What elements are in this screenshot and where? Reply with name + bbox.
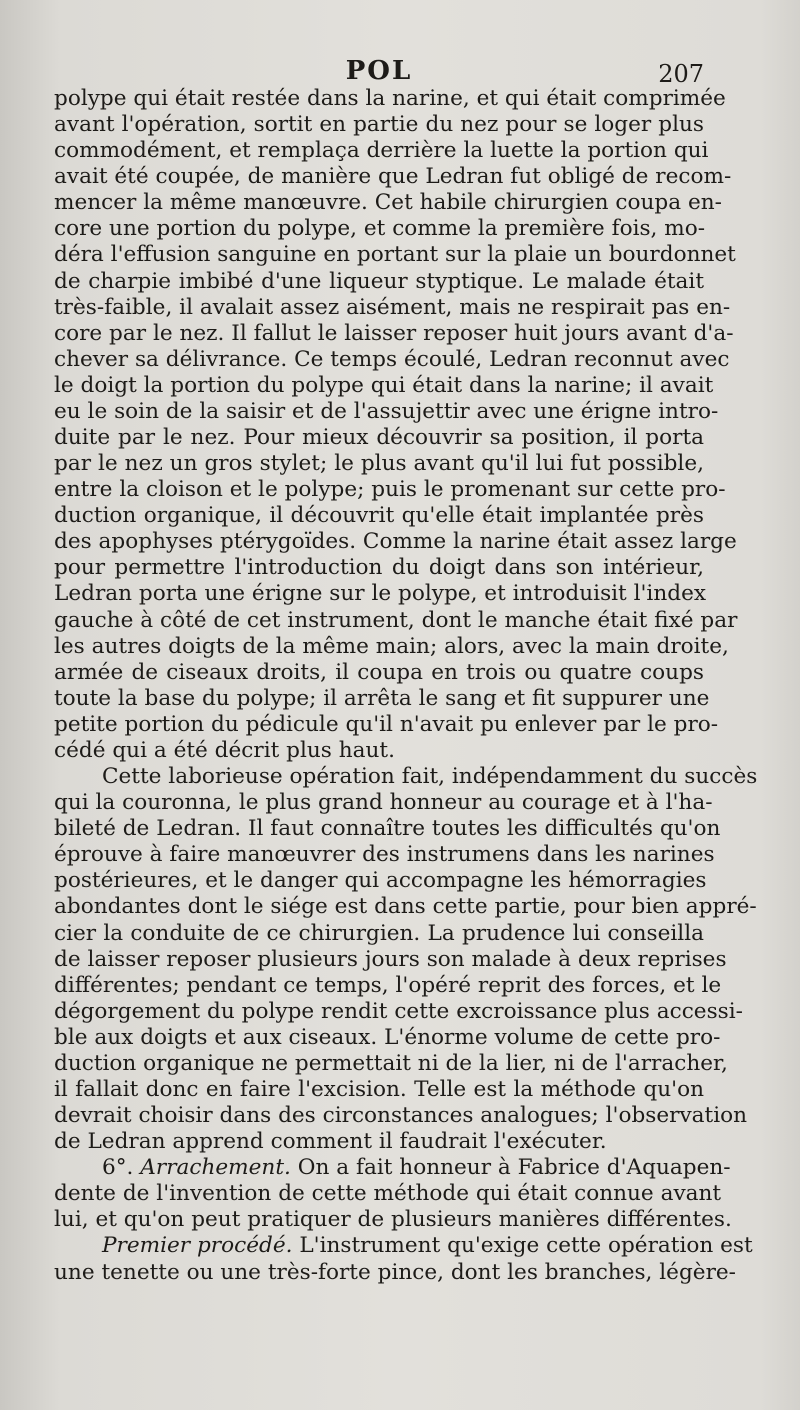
text-line: de charpie imbibé d'une liqueur styptique. Le malade était <box>54 268 704 294</box>
text-line: de Ledran apprend comment il faudrait l'exécuter. <box>54 1129 607 1155</box>
text-line: les autres doigts de la même main; alors, avec la main droite, <box>54 633 729 659</box>
text-line <box>54 1233 753 1259</box>
text-line: duite par le nez. Pour mieux découvrir sa position, il porta <box>54 425 704 451</box>
text-line: par le nez un gros stylet; le plus avant qu'il lui fut possible, <box>54 451 704 477</box>
text-line: avant l'opération, sortit en partie du nez pour se loger plus <box>54 112 704 138</box>
text-line: postérieures, et le danger qui accompagne les hémorragies <box>54 868 707 894</box>
text-line: avait été coupée, de manière que Ledran fut obligé de recom- <box>54 164 732 190</box>
text-line: bileté de Ledran. Il faut connaître toutes les difficultés qu'on <box>54 816 721 842</box>
text-line: dégorgement du polype rendit cette excroissance plus accessi- <box>54 998 743 1024</box>
text-line: duction organique ne permettait ni de la lier, ni de l'arracher, <box>54 1050 728 1076</box>
text-run: On a fait honneur à Fabrice d'Aquapen- <box>290 1155 731 1181</box>
text-line: le doigt la portion du polype qui était dans la narine; il avait <box>54 372 714 398</box>
text-line: une tenette ou une très-forte pince, dont les branches, légère- <box>54 1259 736 1285</box>
text-line: abondantes dont le siége est dans cette partie, pour bien appré- <box>54 894 757 920</box>
text-line: qui la couronna, le plus grand honneur au courage et à l'ha- <box>54 790 713 816</box>
text-line: mencer la même manœuvre. Cet habile chirurgien coupa en- <box>54 190 722 216</box>
text-line: polype qui était restée dans la narine, et qui était comprimée <box>54 86 726 111</box>
paragraph-1 <box>54 86 738 764</box>
text-run: L'instrument qu'exige cette opération est <box>292 1233 753 1259</box>
text-line: différentes; pendant ce temps, l'opéré reprit des forces, et le <box>54 972 722 998</box>
text-line: armée de ciseaux droits, il coupa en trois ou quatre coups <box>54 659 704 685</box>
text-line: dente de l'invention de cette méthode qui était connue avant <box>54 1181 722 1207</box>
paragraph-4 <box>54 1233 753 1285</box>
text-line: toute la base du polype; il arrêta le sang et fit suppurer une <box>54 685 710 711</box>
text-line: entre la cloison et le polype; puis le promenant sur cette pro- <box>54 477 726 503</box>
text-line: pour permettre l'introduction du doigt dans son intérieur, <box>54 555 704 581</box>
text-line: éprouve à faire manœuvrer des instrumens dans les narines <box>54 842 715 868</box>
text-line: eu le soin de la saisir et de l'assujettir avec une érigne intro- <box>54 398 719 424</box>
section-heading: Arrachement. <box>140 1155 291 1181</box>
text-line: de laisser reposer plusieurs jours son malade à deux reprises <box>54 946 727 972</box>
text-line: Ledran porta une érigne sur le polype, et introduisit l'index <box>54 581 707 607</box>
page-number: 207 <box>658 60 704 88</box>
text-line: des apophyses ptérygoïdes. Comme la narine était assez large <box>54 529 737 555</box>
paragraph-3 <box>54 1155 732 1233</box>
text-line: cier la conduite de ce chirurgien. La prudence lui conseilla <box>54 920 704 946</box>
text-line: gauche à côté de cet instrument, dont le manche était fixé par <box>54 607 738 633</box>
running-head: POL <box>345 56 413 86</box>
text-line: duction organique, il découvrit qu'elle était implantée près <box>54 503 704 529</box>
text-line: il fallait donc en faire l'excision. Telle est la méthode qu'on <box>54 1076 704 1102</box>
text-line: commodément, et remplaça derrière la luette la portion qui <box>54 138 709 164</box>
text-line: cédé qui a été décrit plus haut. <box>54 737 395 763</box>
text-line: lui, et qu'on peut pratiquer de plusieurs manières différentes. <box>54 1207 732 1233</box>
text-line: très-faible, il avalait assez aisément, mais ne respirait pas en- <box>54 294 731 320</box>
text-line: devrait choisir dans des circonstances analogues; l'observation <box>54 1103 748 1129</box>
text-line: core par le nez. Il fallut le laisser reposer huit jours avant d'a- <box>54 320 734 346</box>
text-line: Cette laborieuse opération fait, indépendamment du succès <box>102 764 758 790</box>
text-line: petite portion du pédicule qu'il n'avait pu enlever par le pro- <box>54 711 719 737</box>
paragraph-2 <box>54 764 758 1155</box>
text-line: chever sa délivrance. Ce temps écoulé, Ledran reconnut avec <box>54 346 730 372</box>
text-line: ble aux doigts et aux ciseaux. L'énorme volume de cette pro- <box>54 1024 721 1050</box>
section-number: 6°. <box>102 1155 134 1181</box>
body-text <box>54 86 758 1286</box>
text-line <box>54 1155 731 1181</box>
subsection-heading: Premier procédé. <box>102 1233 293 1259</box>
text-line: core une portion du polype, et comme la première fois, mo- <box>54 216 706 242</box>
text-line: déra l'effusion sanguine en portant sur la plaie un bourdonnet <box>54 242 736 268</box>
